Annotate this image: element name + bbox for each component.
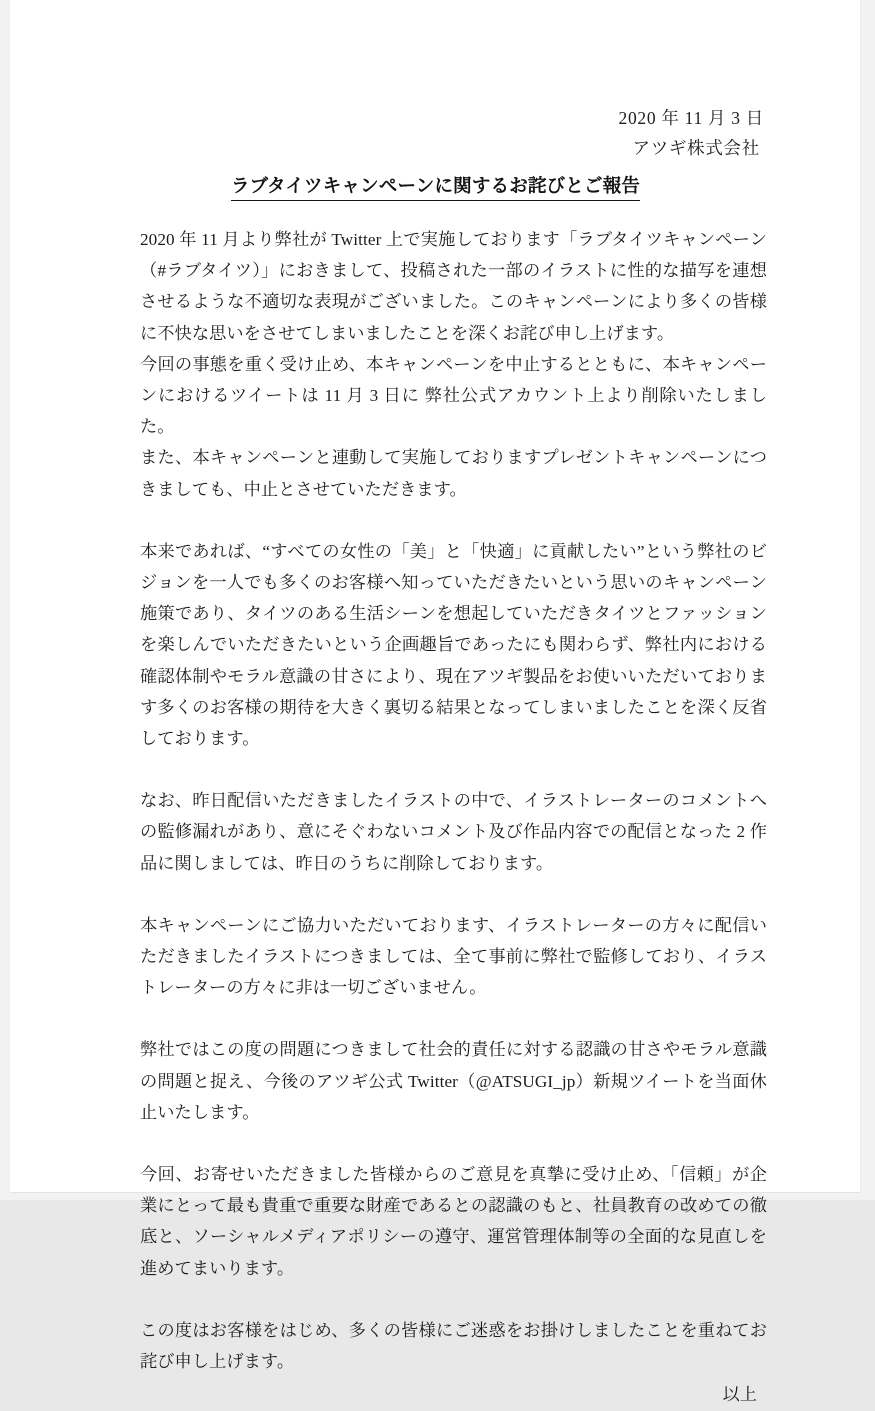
paragraph-6: 本キャンペーンにご協力いただいております、イラストレーターの方々に配信いただきましたイラストにつきましては、全て事前に弊社で監修しており、イラストレーターの方々に非は一切ございません。: [140, 915, 767, 998]
paragraph-3: また、本キャンペーンと連動して実施しておりますプレゼントキャンペーンにつきましても、中止とさせていただきます。: [140, 448, 767, 499]
paragraph-spacer: [140, 879, 767, 910]
paragraph-9: この度はお客様をはじめ、多くの皆様にご迷惑をお掛けしましたことを重ねてお詫び申し上げます。: [140, 1320, 767, 1372]
paragraph-spacer: [140, 754, 767, 785]
paragraph-1: 2020 年 11 月より弊社が Twitter 上で実施しております「ラブタイツキャンペーン（#ラブタイツ）」におきまして、投稿された一部のイラストに性的な描写を連想させるような不適切な表現がございました。このキャンペーンにより多くの皆様に不快な思いをさせてしまいましたことを深くお詫び申し上げます。: [140, 230, 767, 343]
document-date: 2020 年 11 月 3 日: [618, 108, 764, 128]
document-body: [140, 224, 767, 1411]
paragraph-2: 今回の事態を重く受け止め、本キャンペーンを中止するとともに、本キャンペーンにおけるツイートは 11 月 3 日に 弊社公式アカウント上より削除いたしました。: [140, 354, 767, 437]
paragraph-spacer: [140, 505, 767, 536]
paragraph-5: なお、昨日配信いただきましたイラストの中で、イラストレーターのコメントへの監修漏れがあり、意にそぐわないコメント及び作品内容での配信となった 2 作品に関しましては、昨日のうちに削除しております。: [140, 791, 767, 873]
paragraph-spacer: [140, 1284, 767, 1315]
company-name: アツギ株式会社: [632, 138, 760, 158]
document-title: [10, 172, 861, 198]
paragraph-4: 本来であれば、“すべての女性の「美」と「快適」に貢献したい”という弊社のビジョンを一人でも多くのお客様へ知っていただきたいという思いのキャンペーン施策であり、タイツのある生活シーンを想起していただきタイツとファッションを楽しんでいただきたいという企画趣旨であったにも関わらず、弊社内における確認体制やモラル意識の甘さにより、現在アツギ製品をお使いいただいております多くのお客様の期待を大きく裏切る結果となってしまいましたことを深く反省しております。: [140, 541, 767, 749]
document-header: [619, 103, 764, 163]
document-page: [10, 0, 861, 1405]
paragraph-7: 弊社ではこの度の問題につきまして社会的責任に対する認識の甘さやモラル意識の問題と捉え、今後のアツギ公式 Twitter（@ATSUGI_jp）新規ツイートを当面休止いたします。: [140, 1040, 767, 1122]
paragraph-spacer: [140, 1003, 767, 1034]
paragraph-8: 今回、お寄せいただきました皆様からのご意見を真摯に受け止め、「信頼」が企業にとって最も貴重で重要な財産であるとの認識のもと、社員教育の改めての徹底と、ソーシャルメディアポリシーの遵守、運営管理体制等の全面的な見直しを進めてまいります。: [140, 1165, 767, 1278]
closing-mark: 以上: [722, 1385, 757, 1405]
document-title-text: ラブタイツキャンペーンに関するお詫びとご報告: [231, 177, 640, 201]
paragraph-spacer: [140, 1128, 767, 1159]
